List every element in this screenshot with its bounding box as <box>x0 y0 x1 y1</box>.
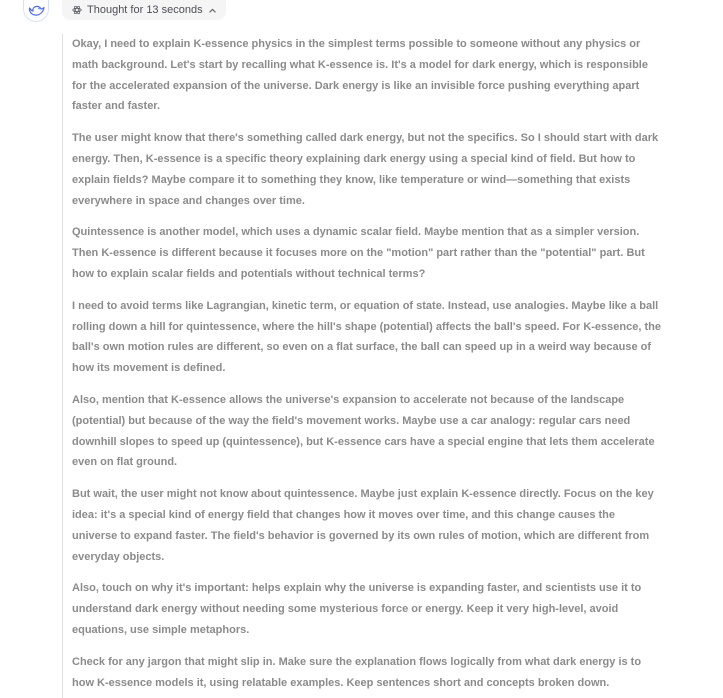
thought-toggle-button[interactable] <box>62 0 226 20</box>
thinking-paragraph: Also, mention that K-essence allows the universe's expansion to accelerate not because of the landscape (potential) but because of the way the field's movement works. Maybe use a car analogy: regular cars need downhill slopes to speed up (quintessence), but K-essence cars have a special engine that lets them accelerate even on flat ground. <box>72 393 655 469</box>
thinking-paragraph: I need to avoid terms like Lagrangian, kinetic term, or equation of state. Instead, use analogies. Maybe like a ball rolling down a hill for quintessence, where the hill's shape (potential) affects the ball's speed. For K-essence, the ball's own motion rules are different, so even on a flat surface, the ball can speed up in a weird way because of how its movement is defined. <box>72 299 661 375</box>
thinking-paragraph: Check for any jargon that might slip in. Make sure the explanation flows logically from what dark energy is to how K-essence models it, using relatable examples. Keep sentences short and concepts broken down. <box>72 655 642 689</box>
atom-icon <box>72 5 82 15</box>
chevron-up-icon <box>208 6 217 15</box>
thinking-content <box>62 34 662 698</box>
thinking-paragraph: Okay, I need to explain K-essence physics in the simplest terms possible to someone without any physics or math background. Let's start by recalling what K-essence is. It's a model for dark energy, which is responsible for the accelerated expansion of the universe. Dark energy is like an invisible force pushing everything apart faster and faster. <box>72 38 648 113</box>
thinking-paragraph: Quintessence is another model, which uses a dynamic scalar field. Maybe mention that as a simpler version. Then K-essence is different because it focuses more on the "motion" part rather than the "potential" part. But how to explain scalar fields and potentials without technical terms? <box>72 226 645 280</box>
whale-logo-icon <box>28 4 45 17</box>
thinking-paragraph: The user might know that there's something called dark energy, but not the specifics. So I should start with dark energy. Then, K-essence is a specific theory explaining dark energy using a special kind of field. But how to explain fields? Maybe compare it to something they know, like temperature or wind—something that exists everywhere in space and changes over time. <box>72 132 659 207</box>
thinking-paragraph: Also, touch on why it's important: helps explain why the universe is expanding faster, and scientists use it to understand dark energy without needing some mysterious force or energy. Keep it very high-level, avoid equations, use simple metaphors. <box>72 582 642 636</box>
assistant-avatar <box>23 0 49 22</box>
thought-duration-label: Thought for 13 seconds <box>87 4 203 16</box>
thinking-paragraph: But wait, the user might not know about quintessence. Maybe just explain K-essence directly. Focus on the key idea: it's a special kind of energy field that changes how it moves over time, and this change causes the universe to expand faster. The field's behavior is governed by its own rules of motion, which are different from everyday objects. <box>72 488 654 563</box>
